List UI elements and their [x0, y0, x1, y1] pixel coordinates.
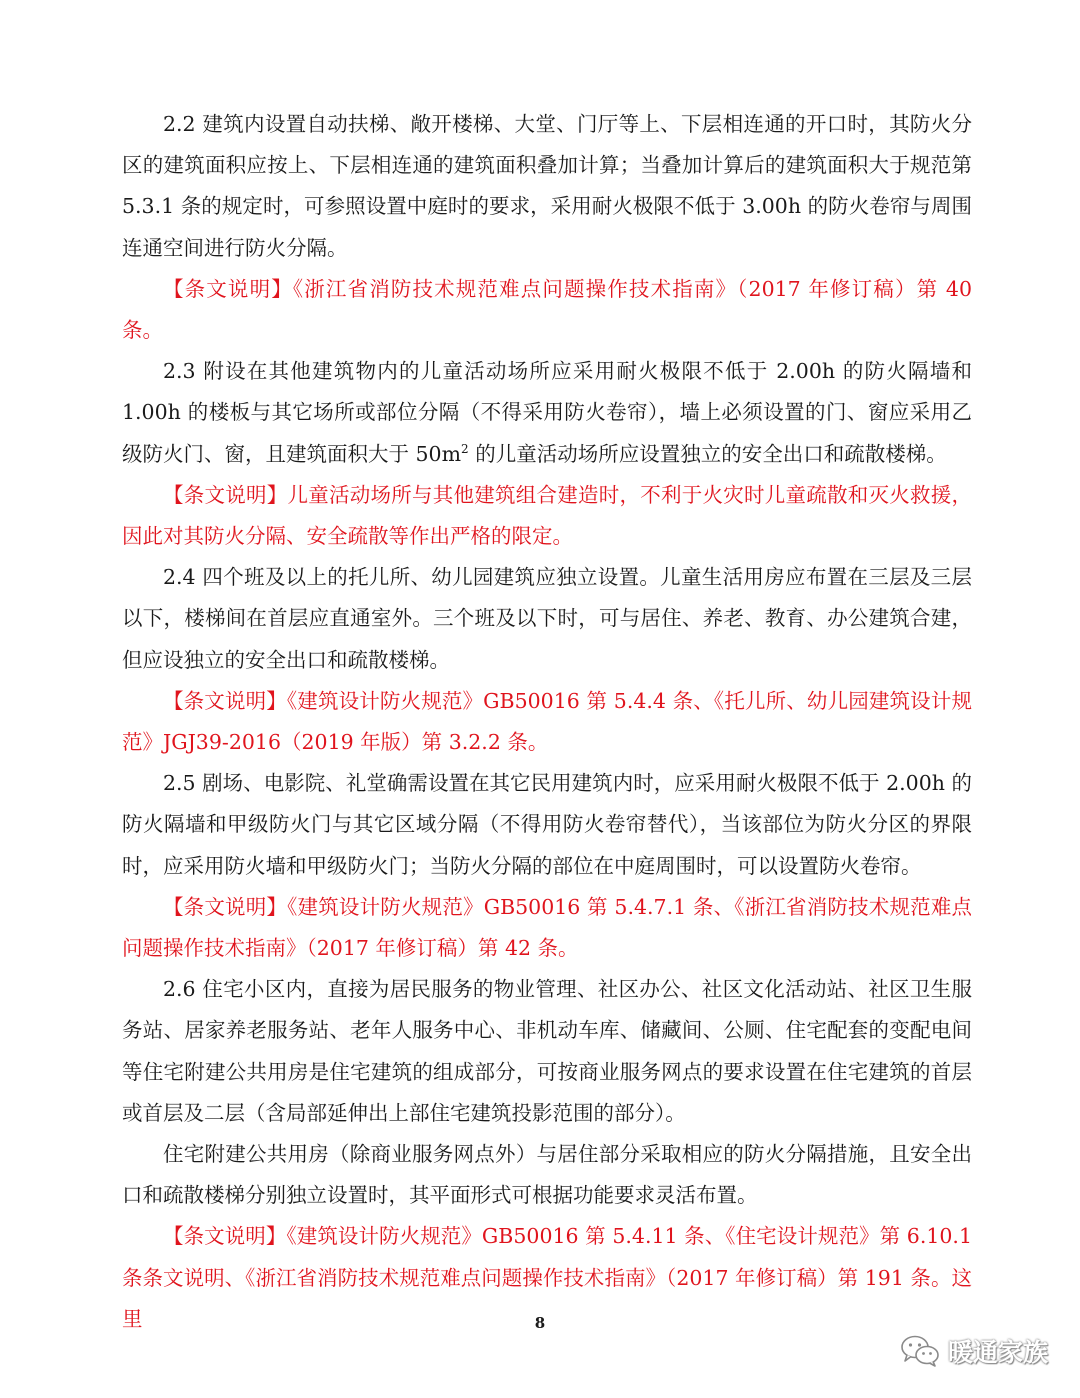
clause-2-3-text: 2.3 附设在其他建筑物内的儿童活动场所应采用耐火极限不低于 2.00h 的防火隔墙和 1.00h 的楼板与其它场所或部位分隔（不得采用防火卷帘），墙上必须设置的门、窗应采用乙级防火门、窗，且建筑面积大于 50m [122, 359, 972, 466]
clause-2-2-note: 【条文说明】《浙江省消防技术规范难点问题操作技术指南》（2017 年修订稿）第 40 条。 [122, 276, 972, 343]
watermark-text: 暖通家族 [947, 1338, 1048, 1367]
clause-2-6-note: 【条文说明】《建筑设计防火规范》GB50016 第 5.4.11 条、《住宅设计规范》第 6.10.1 条条文说明、《浙江省消防技术规范难点问题操作技术指南》（2017 年修订稿）第 191 条。这里 [122, 1224, 972, 1331]
clause-2-3 [122, 351, 972, 475]
clause-2-5: 2.5 剧场、电影院、礼堂确需设置在其它民用建筑内时，应采用耐火极限不低于 2.00h 的防火隔墙和甲级防火门与其它区域分隔（不得用防火卷帘替代），当该部位为防火分区的界限时，应采用防火墙和甲级防火门；当防火分隔的部位在中庭周围时，可以设置防火卷帘。 [122, 771, 972, 878]
clause-2-6-continuation: 住宅附建公共用房（除商业服务网点外）与居住部分采取相应的防火分隔措施，且安全出口和疏散楼梯分别独立设置时，其平面形式可根据功能要求灵活布置。 [122, 1142, 972, 1208]
page-number: 8 [534, 1314, 546, 1332]
wechat-icon [900, 1334, 940, 1368]
clause-2-4-note: 【条文说明】《建筑设计防火规范》GB50016 第 5.4.4 条、《托儿所、幼儿园建筑设计规范》JGJ39-2016（2019 年版）第 3.2.2 条。 [122, 688, 972, 755]
clause-2-3-note: 【条文说明】儿童活动场所与其他建筑组合建造时，不利于火灾时儿童疏散和灭火救援，因此对其防火分隔、安全疏散等作出严格的限定。 [122, 482, 972, 549]
watermark [900, 1333, 1048, 1369]
clause-2-5-note: 【条文说明】《建筑设计防火规范》GB50016 第 5.4.7.1 条、《浙江省消防技术规范难点问题操作技术指南》（2017 年修订稿）第 42 条。 [122, 894, 972, 961]
clause-2-4: 2.4 四个班及以上的托儿所、幼儿园建筑应独立设置。儿童生活用房应布置在三层及三层以下，楼梯间在首层应直通室外。三个班及以下时，可与居住、养老、教育、办公建筑合建，但应设独立的安全出口和疏散楼梯。 [122, 565, 972, 672]
page-body [122, 104, 972, 1340]
superscript: 2 [461, 441, 469, 456]
clause-2-3-text-end: 的儿童活动场所应设置独立的安全出口和疏散楼梯。 [468, 441, 947, 466]
clause-2-2: 2.2 建筑内设置自动扶梯、敞开楼梯、大堂、门厅等上、下层相连通的开口时，其防火分区的建筑面积应按上、下层相连通的建筑面积叠加计算；当叠加计算后的建筑面积大于规范第 5.3.1 条的规定时，可参照设置中庭时的要求，采用耐火极限不低于 3.00h 的防火卷帘与周围连通空间进行防火分隔。 [122, 112, 972, 260]
clause-2-6: 2.6 住宅小区内，直接为居民服务的物业管理、社区办公、社区文化活动站、社区卫生服务站、居家养老服务站、老年人服务中心、非机动车库、储藏间、公厕、住宅配套的变配电间等住宅附建公共用房是住宅建筑的组成部分，可按商业服务网点的要求设置在住宅建筑的首层或首层及二层（含局部延伸出上部住宅建筑投影范围的部分）。 [122, 977, 972, 1125]
